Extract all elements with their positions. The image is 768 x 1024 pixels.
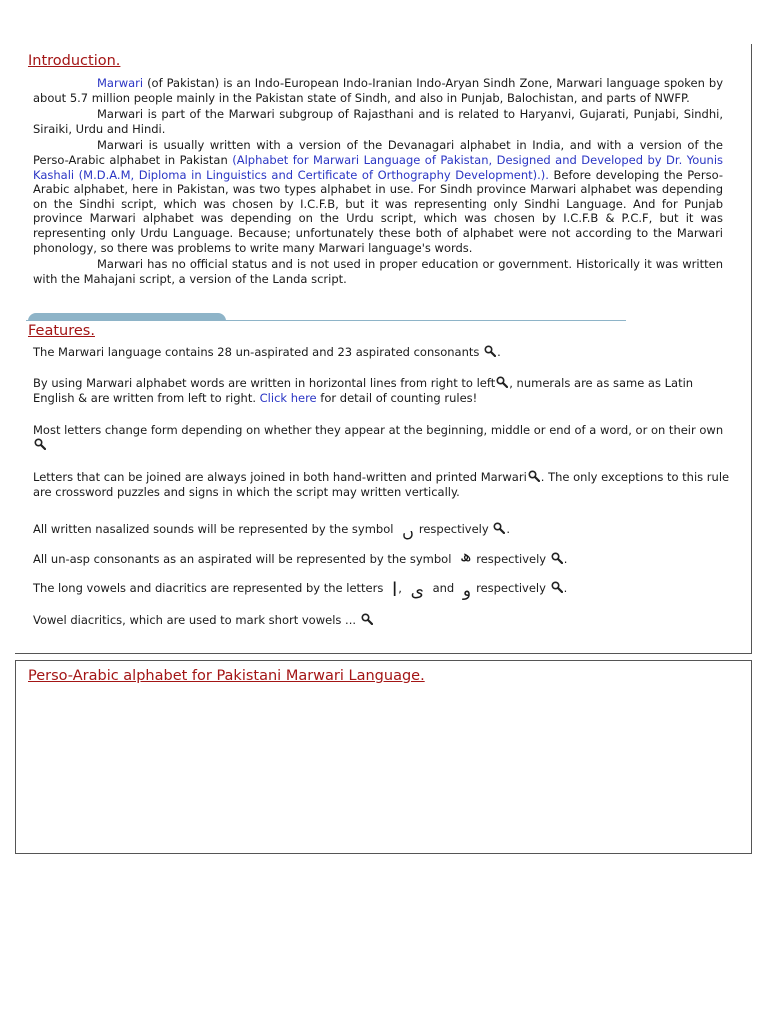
nasal-symbol-glyph: ں xyxy=(402,522,414,541)
click-here-link[interactable]: Click here xyxy=(259,390,317,405)
feature-nasalized xyxy=(33,522,733,539)
intro-paragraph-3 xyxy=(33,138,723,255)
feature-consonants-text: The Marwari language contains 28 un-aspirated and 23 aspirated consonants xyxy=(33,345,480,359)
long-vowels-separator: , xyxy=(398,581,402,595)
section-divider-line xyxy=(26,320,626,321)
magnifier-icon[interactable] xyxy=(496,376,508,388)
intro-paragraph-2: Marwari is part of the Marwari subgroup of Rajasthani and is related to Haryanvi, Gujarati, Punjabi, Sindhi, Siraiki, Urdu and Hindi. xyxy=(33,107,723,136)
introduction-heading: Introduction. xyxy=(28,53,121,69)
magnifier-icon[interactable] xyxy=(551,581,563,593)
intro-paragraph-3-text-a: Marwari is usually written with a version of the Devanagari alphabet in India, and with a version of the Perso-Arabic alphabet in Pakistan xyxy=(33,138,723,167)
feature-joining-text-b: . The only exceptions to this rule are crossword puzzles and signs in which the script may written vertically. xyxy=(33,470,730,499)
intro-paragraph-4: Marwari has no official status and is not used in proper education or government. Historically it was written with the Mahajani script, a version of the Landa script. xyxy=(33,257,723,286)
feature-nasalized-text: All written nasalized sounds will be represented by the symbol xyxy=(33,522,394,536)
feature-nasalized-respectively: respectively xyxy=(418,522,489,536)
alif-letter-glyph: ا xyxy=(392,579,398,601)
feature-long-vowels-end: . xyxy=(563,581,568,595)
intro-paragraph-1 xyxy=(33,76,723,105)
feature-aspirated-text: All un-asp consonants as an aspirated will be represented by the symbol xyxy=(33,552,452,566)
long-vowels-and: and xyxy=(432,581,455,595)
feature-direction-text-c: for detail of counting rules! xyxy=(316,390,478,405)
feature-long-vowels-respectively: respectively xyxy=(476,581,546,595)
feature-letter-forms xyxy=(33,423,733,452)
feature-aspirated-end: . xyxy=(563,552,568,566)
magnifier-icon[interactable] xyxy=(528,470,540,482)
feature-long-vowels xyxy=(33,579,733,601)
magnifier-icon[interactable] xyxy=(361,613,373,625)
perso-arabic-alphabet-heading[interactable]: Perso-Arabic alphabet for Pakistani Marwari Language. xyxy=(28,668,425,684)
feature-aspirated-respectively: respectively xyxy=(476,552,547,566)
feature-direction-text-b: , numerals are as same as Latin English & are written from left to right. xyxy=(33,376,694,405)
ye-letter-glyph: ی xyxy=(410,581,424,601)
feature-joining-text-a: Letters that can be joined are always joined in both hand-written and printed Marwari xyxy=(33,470,527,484)
waw-letter-glyph: و xyxy=(462,581,472,601)
aspirated-symbol-glyph: ھ xyxy=(460,546,472,565)
feature-diacritics-text: Vowel diacritics, which are used to mark short vowels ... xyxy=(33,613,357,627)
feature-direction-text-a: By using Marwari alphabet words are written in horizontal lines from right to left xyxy=(33,376,496,390)
magnifier-icon[interactable] xyxy=(34,438,46,450)
intro-paragraph-1-text: (of Pakistan) is an Indo-European Indo-Iranian Indo-Aryan Sindh Zone, Marwari language spoken by about 5.7 million people mainly in the Pakistan state of Sindh, and also in Punjab, Balochistan, and parts of NWFP. xyxy=(33,76,723,105)
feature-letter-forms-text: Most letters change form depending on whether they appear at the beginning, middle or end of a word, or on their own xyxy=(33,423,724,437)
feature-aspirated xyxy=(33,546,733,567)
feature-diacritics xyxy=(33,613,733,628)
marwari-link[interactable]: Marwari xyxy=(97,76,144,90)
feature-joining xyxy=(33,470,733,499)
features-heading: Features. xyxy=(28,323,95,339)
intro-paragraph-3-text-b: Before developing the Perso-Arabic alphabet, here in Pakistan, was two types alphabet in use. For Sindh province Marwari alphabet was depending on the Sindhi script, which was chosen by I.C.F.B, but it was representing only Sindhi Language. And for Punjab province Marwari alphabet was depending on the Urdu script, which was chosen by I.C.F.B & P.C.F, but it was representing only Urdu Language. Because; unfortunately these both of alphabet were not according to the Marwari phonology, so there was problems to write many Marwari language's words. xyxy=(33,167,723,255)
feature-long-vowels-text: The long vowels and diacritics are represented by the letters xyxy=(33,581,384,595)
magnifier-icon[interactable] xyxy=(493,522,505,534)
magnifier-icon[interactable] xyxy=(484,345,496,357)
introduction-section xyxy=(33,76,723,288)
alphabet-designer-link[interactable]: (Alphabet for Marwari Language of Pakistan, Designed and Developed by Dr. Younis Kashali (M.D.A.M, Diploma in Linguistics and Certificate of Orthography Development).). xyxy=(33,152,723,182)
feature-consonants-end: . xyxy=(497,345,501,359)
feature-direction xyxy=(33,376,733,405)
content-frame-bottom xyxy=(15,660,752,854)
magnifier-icon[interactable] xyxy=(551,552,563,564)
feature-consonants xyxy=(33,345,733,360)
feature-nasalized-end: . xyxy=(506,522,510,536)
